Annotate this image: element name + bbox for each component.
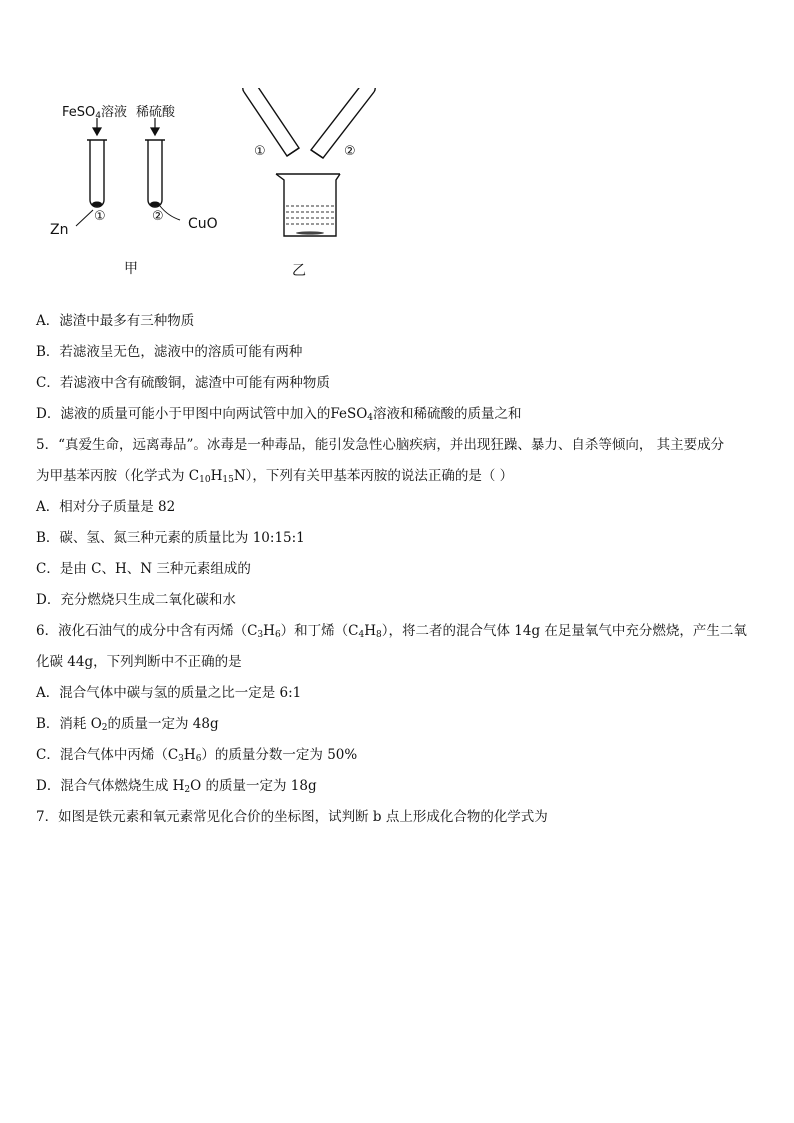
- test-tube-2: [145, 140, 165, 207]
- q6-option-d-post: O 的质量一定为 18g: [190, 778, 317, 794]
- q6-option-a: A．混合气体中碳与氢的质量之比一定是 6:1: [36, 685, 302, 701]
- q7-stem: 7．如图是铁元素和氧元素常见化合价的坐标图，试判断 b 点上形成化合物的化学式为: [36, 809, 548, 825]
- q6-stem1-sub4: 8: [376, 630, 382, 640]
- caption-yi: 乙: [292, 263, 306, 279]
- cuo-sample: [150, 202, 160, 207]
- q5-option-c: C．是由 C、H、N 三种元素组成的: [36, 561, 251, 577]
- q6-stem1-sub2: 6: [274, 630, 281, 640]
- q6-option-b-sub: 2: [101, 723, 108, 733]
- test-tube-1: [87, 140, 107, 207]
- q4-option-d: [36, 399, 760, 430]
- q6-option-c-sub2: 6: [195, 754, 202, 764]
- q6-option-b: [36, 709, 760, 740]
- q6-option-b-pre: B．消耗 O: [36, 716, 102, 732]
- q5-stem2-sub1: 10: [199, 475, 211, 485]
- tilted-tube-1: [243, 88, 299, 156]
- q5-stem2-h: H: [210, 468, 223, 484]
- q5-stem2-sub2: 15: [222, 475, 234, 485]
- q6-stem-line1: [36, 616, 760, 647]
- experiment-figure: [40, 88, 400, 288]
- q6-stem1-sub3: 4: [358, 630, 365, 640]
- q5-stem-line2: [36, 461, 760, 492]
- q6-option-c-sub1: 3: [178, 754, 184, 764]
- marker-tilted-2: ②: [344, 144, 356, 159]
- label-feso4-subscript: 4: [95, 111, 101, 121]
- question-text: [36, 306, 760, 833]
- q6-option-b-post: 的质量一定为 48g: [107, 716, 219, 732]
- q4-option-b: B．若滤液呈无色，滤液中的溶质可能有两种: [36, 344, 303, 360]
- q6-stem1-mid: ）和丁烯（C: [280, 623, 359, 639]
- q6-option-d-pre: D．混合气体燃烧生成 H: [36, 778, 185, 794]
- caption-jia: 甲: [124, 261, 138, 277]
- q6-stem-line2: 化碳 44g，下列判断中不正确的是: [36, 654, 242, 670]
- q5-stem2-post: N），下列有关甲基苯丙胺的说法正确的是（ ）: [233, 468, 514, 484]
- q5-option-a: A．相对分子质量是 82: [36, 499, 176, 515]
- q4-option-d-post: 溶液和稀硫酸的质量之和: [373, 406, 522, 422]
- q4-option-d-pre: D．滤液的质量可能小于甲图中向两试管中加入的FeSO: [36, 406, 368, 422]
- q6-option-d-sub: 2: [184, 785, 191, 795]
- marker-tube-2: ②: [152, 209, 164, 224]
- q6-option-d: [36, 771, 760, 802]
- beaker-residue: [296, 231, 324, 234]
- zn-pointer: [76, 210, 93, 226]
- q6-stem1-post: ），将二者的混合气体 14g 在足量氧气中充分燃烧，产生二氧: [381, 623, 747, 639]
- beaker-liquid: [286, 206, 334, 224]
- q5-stem-line1: 5．“真爱生命，远离毒品”。冰毒是一种毒品，能引发急性心脑疾病，并出现狂躁、暴力、自杀等倾向， 其主要成分: [36, 437, 725, 453]
- q6-stem1-h2: H: [364, 623, 377, 639]
- label-feso4-text: FeSO: [62, 105, 96, 120]
- q5-stem2-pre: 为甲基苯丙胺（化学式为 C: [36, 468, 200, 484]
- q6-stem1-sub1: 3: [257, 630, 264, 640]
- q5-option-b: B．碳、氢、氮三种元素的质量比为 10:15:1: [36, 530, 305, 546]
- q6-option-c-h: H: [183, 747, 196, 763]
- q4-option-c: C．若滤液中含有硫酸铜，滤渣中可能有两种物质: [36, 375, 330, 391]
- q6-option-c-pre: C．混合气体中丙烯（C: [36, 747, 179, 763]
- q5-option-d: D．充分燃烧只生成二氧化碳和水: [36, 592, 236, 608]
- q6-option-c-post: ）的质量分数一定为 50%: [201, 747, 358, 763]
- q4-option-d-sub: 4: [367, 413, 373, 423]
- marker-tilted-1: ①: [254, 144, 266, 159]
- label-cuo: CuO: [188, 216, 218, 232]
- label-feso4-tail: 溶液: [100, 105, 127, 120]
- label-zn: Zn: [50, 222, 69, 238]
- q6-stem1-pre: 6．液化石油气的成分中含有丙烯（C: [36, 623, 258, 639]
- marker-tube-1: ①: [94, 209, 106, 224]
- arrow-acid: [151, 118, 159, 135]
- beaker: [276, 174, 340, 236]
- q6-stem1-h1: H: [263, 623, 275, 639]
- label-feso4-solution: [62, 101, 127, 120]
- label-dilute-acid: 稀硫酸: [136, 105, 176, 120]
- q4-option-a: A．滤渣中最多有三种物质: [36, 313, 195, 329]
- zn-sample: [92, 202, 102, 207]
- q6-option-c: [36, 740, 760, 771]
